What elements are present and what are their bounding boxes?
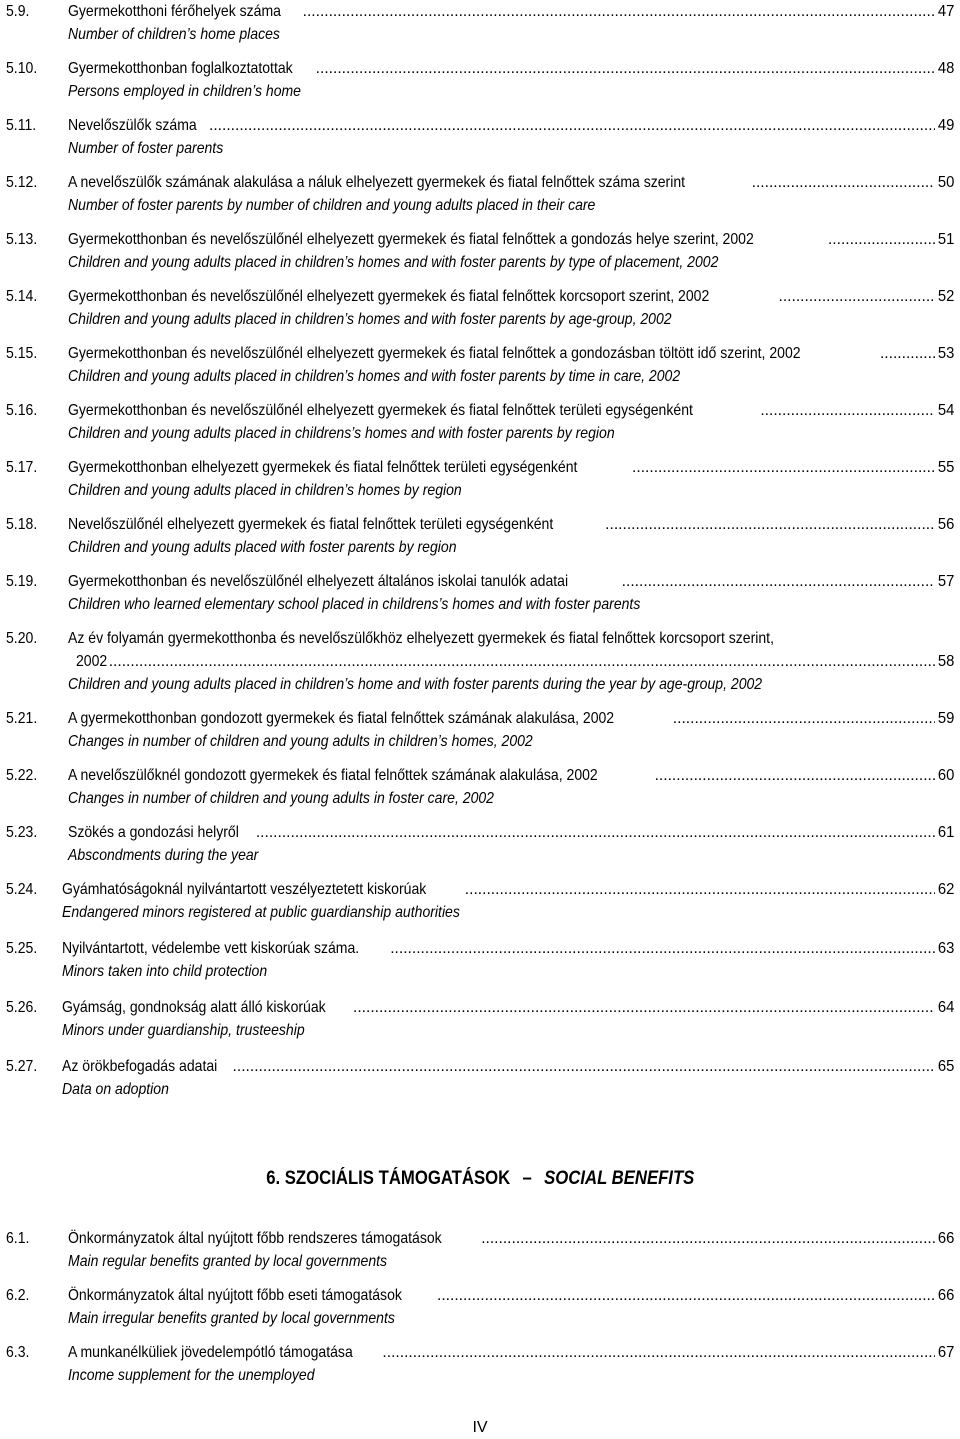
toc-entry-title-en: Number of children’s home places [68, 26, 280, 43]
toc-entry-page: 62 [937, 881, 954, 898]
toc-entry-title-en: Changes in number of children and young adults in foster care, 2002 [68, 790, 494, 807]
toc-entry-title-hu: Gyámhatóságoknál nyilvántartott veszélyeztetett kiskorúak [62, 881, 427, 898]
toc-entry-title-hu: A munkanélküliek jövedelempótló támogatása [68, 1344, 353, 1361]
toc-entry-title-en: Main regular benefits granted by local governments [68, 1253, 388, 1270]
dot-leader [673, 707, 935, 730]
toc-entry-title-en: Children who learned elementary school placed in childrens’s homes and with foster parents [68, 596, 641, 613]
toc-entry-title-en: Abscondments during the year [68, 847, 259, 864]
toc-entry[interactable] [6, 114, 954, 160]
dot-leader [233, 1055, 935, 1078]
page-footer-number: IV [472, 1419, 488, 1436]
toc-entry-number: 5.17. [6, 459, 38, 476]
toc-entry-title-hu: Nevelőszülőnél elhelyezett gyermekek és fiatal felnőttek területi egységenként [68, 516, 554, 533]
toc-entry-page: 59 [937, 710, 954, 727]
dot-leader [353, 996, 935, 1019]
toc-entry-title-hu: Gyermekotthonban és nevelőszülőnél elhelyezett gyermekek és fiatal felnőttek területi egységenként [68, 402, 693, 419]
toc-entry-number: 5.12. [6, 174, 38, 191]
toc-entry[interactable] [6, 456, 954, 502]
toc-entry-title-en: Changes in number of children and young adults in children’s homes, 2002 [68, 733, 533, 750]
toc-entry-title-hu: Gyermekotthonban és nevelőszülőnél elhelyezett gyermekek és fiatal felnőttek korcsoport szerint, 2002 [68, 288, 710, 305]
toc-entry-number: 5.23. [6, 824, 38, 841]
dot-leader [390, 937, 934, 960]
toc-entry-title-en: Main irregular benefits granted by local governments [68, 1310, 395, 1327]
toc-entry[interactable] [6, 1284, 954, 1330]
toc-entry-title-en: Children and young adults placed with foster parents by region [68, 539, 457, 556]
toc-entry-number: 5.27. [6, 1058, 38, 1075]
toc-entry-title-en: Number of foster parents [68, 140, 224, 157]
toc-entry-page: 56 [937, 516, 954, 533]
dot-leader [828, 228, 935, 251]
toc-entry-number: 5.21. [6, 710, 38, 727]
toc-entry-number: 6.1. [6, 1230, 30, 1247]
toc-entry[interactable] [6, 570, 954, 616]
toc-entry-number: 6.2. [6, 1287, 30, 1304]
section-6-heading [0, 1166, 960, 1192]
toc-entry[interactable] [6, 285, 954, 331]
toc-entry-title-en: Minors taken into child protection [62, 963, 268, 980]
toc-entry-number: 5.15. [6, 345, 38, 362]
toc-entry-title-hu: Szökés a gondozási helyről [68, 824, 239, 841]
toc-entry-title-hu: Önkormányzatok által nyújtott főbb rendszeres támogatások [68, 1230, 442, 1247]
toc-entry-title-hu-continued: 2002 [76, 653, 108, 670]
toc-entry[interactable] [6, 171, 954, 217]
toc-entry-page: 61 [937, 824, 954, 841]
toc-entry-title-hu: Gyermekotthoni férőhelyek száma [68, 3, 281, 20]
toc-entry[interactable] [6, 0, 954, 46]
toc-entry-page: 64 [937, 999, 954, 1016]
toc-entry-number: 5.20. [6, 630, 38, 647]
toc-entry-page: 58 [937, 653, 954, 670]
toc-entry-number: 5.19. [6, 573, 38, 590]
toc-entry-title-en: Persons employed in children’s home [68, 83, 302, 100]
section-6-title-en: SOCIAL BENEFITS [543, 1168, 695, 1189]
toc-entry-title-hu: Gyermekotthonban elhelyezett gyermekek és fiatal felnőttek területi egységenként [68, 459, 578, 476]
toc-entry-title-hu: Gyermekotthonban és nevelőszülőnél elhelyezett gyermekek és fiatal felnőttek a gondozásban töltött idő szerint, 2002 [68, 345, 801, 362]
toc-entry[interactable] [6, 821, 954, 867]
dot-leader [382, 1341, 934, 1364]
toc-entry[interactable] [6, 1341, 954, 1387]
toc-entry[interactable] [6, 878, 954, 924]
toc-entry-title-en: Children and young adults placed in children’s homes by region [68, 482, 462, 499]
toc-entry-title-hu: A gyermekotthonban gondozott gyermekek és fiatal felnőttek számának alakulása, 2002 [68, 710, 615, 727]
dot-leader [622, 570, 935, 593]
toc-entry-title-hu: Az év folyamán gyermekotthonba és nevelőszülőkhöz elhelyezett gyermekek és fiatal felnőttek korcsoport szerint, [68, 630, 774, 647]
toc-entry-page: 51 [937, 231, 954, 248]
toc-entry-number: 5.24. [6, 881, 38, 898]
toc-entry-title-en: Children and young adults placed in children’s home and with foster parents during the year by age-group, 2002 [68, 676, 763, 693]
toc-entry[interactable] [6, 937, 954, 983]
toc-entry-number: 5.11. [6, 117, 37, 134]
toc-entry-title-hu: Gyámság, gondnokság alatt álló kiskorúak [62, 999, 326, 1016]
toc-entry-number: 5.18. [6, 516, 38, 533]
toc-entry[interactable] [6, 1227, 954, 1273]
toc-entry-title-en: Children and young adults placed in children’s homes and with foster parents by time in care, 2002 [68, 368, 681, 385]
toc-entry-page: 63 [937, 940, 954, 957]
toc-entry-title-en: Minors under guardianship, trusteeship [62, 1022, 305, 1039]
toc-entry-page: 47 [937, 3, 954, 20]
toc-entry-number: 5.10. [6, 60, 38, 77]
dot-leader [481, 1227, 934, 1250]
toc-entry[interactable] [6, 1055, 954, 1101]
toc-entry[interactable] [6, 57, 954, 103]
dot-leader [655, 764, 935, 787]
section-6-title-hu: 6. SZOCIÁLIS TÁMOGATÁSOK [265, 1168, 510, 1189]
toc-entry-page: 65 [937, 1058, 954, 1075]
dot-leader [605, 513, 934, 536]
dot-leader [316, 57, 935, 80]
toc-entry-title-en: Children and young adults placed in children’s homes and with foster parents by age-group, 2002 [68, 311, 672, 328]
dot-leader [209, 114, 935, 137]
dot-leader [760, 399, 934, 422]
dot-leader [880, 342, 935, 365]
toc-entry-page: 50 [937, 174, 954, 191]
toc-entry-title-hu: A nevelőszülőknél gondozott gyermekek és fiatal felnőttek számának alakulása, 2002 [68, 767, 598, 784]
toc-entry-page: 48 [937, 60, 954, 77]
toc-entry[interactable] [6, 707, 954, 753]
toc-entry-page: 52 [937, 288, 954, 305]
toc-entry-page: 66 [937, 1287, 954, 1304]
dot-leader [465, 878, 935, 901]
toc-entry-title-en: Data on adoption [62, 1081, 169, 1098]
toc-entry-number: 5.9. [6, 3, 30, 20]
toc-entry-title-hu: Gyermekotthonban és nevelőszülőnél elhelyezett gyermekek és fiatal felnőttek a gondozás helye szerint, 2002 [68, 231, 754, 248]
dot-leader [109, 650, 935, 673]
toc-entry-title-en: Children and young adults placed in children’s homes and with foster parents by type of placement, 2002 [68, 254, 719, 271]
toc-entry[interactable] [6, 399, 954, 445]
toc-entry[interactable] [6, 342, 954, 388]
dot-leader [779, 285, 935, 308]
toc-entry[interactable] [6, 513, 954, 559]
dot-leader [632, 456, 935, 479]
toc-entry-title-hu: Nevelőszülők száma [68, 117, 197, 134]
section-6-dash: – [522, 1168, 532, 1189]
toc-entry-page: 53 [937, 345, 954, 362]
toc-entry-page: 60 [937, 767, 954, 784]
dot-leader [303, 0, 935, 23]
toc-entry[interactable] [6, 764, 954, 810]
dot-leader [752, 171, 935, 194]
dot-leader [437, 1284, 935, 1307]
toc-entry-page: 67 [937, 1344, 954, 1361]
toc-entry-title-en: Endangered minors registered at public guardianship authorities [62, 904, 460, 921]
toc-entry-number: 5.14. [6, 288, 38, 305]
toc-entry-number: 5.16. [6, 402, 38, 419]
toc-entry[interactable] [6, 627, 954, 696]
toc-entry-title-hu: A nevelőszülők számának alakulása a náluk elhelyezett gyermekek és fiatal felnőttek száma szerint [68, 174, 686, 191]
toc-entry[interactable] [6, 996, 954, 1042]
toc-entry-title-hu: Nyilvántartott, védelembe vett kiskorúak száma. [62, 940, 360, 957]
toc-entry-title-en: Number of foster parents by number of children and young adults placed in their care [68, 197, 596, 214]
toc-entry-number: 6.3. [6, 1344, 30, 1361]
toc-entry-page: 57 [937, 573, 954, 590]
toc-entry-page: 54 [937, 402, 954, 419]
toc-entry-number: 5.13. [6, 231, 38, 248]
toc-entry-page: 49 [937, 117, 954, 134]
toc-entry-title-hu: Gyermekotthonban foglalkoztatottak [68, 60, 293, 77]
toc-entry-page: 55 [937, 459, 954, 476]
toc-entry-number: 5.26. [6, 999, 38, 1016]
toc-entry-title-en: Income supplement for the unemployed [68, 1367, 315, 1384]
toc-entry-number: 5.22. [6, 767, 38, 784]
toc-entry-title-hu: Az örökbefogadás adatai [62, 1058, 218, 1075]
dot-leader [256, 821, 935, 844]
toc-entry-page: 66 [937, 1230, 954, 1247]
toc-entry-number: 5.25. [6, 940, 38, 957]
toc-entry-title-en: Children and young adults placed in childrens’s homes and with foster parents by region [68, 425, 615, 442]
toc-entry-title-hu: Önkormányzatok által nyújtott főbb eseti támogatások [68, 1287, 402, 1304]
toc-entry-title-hu: Gyermekotthonban és nevelőszülőnél elhelyezett általános iskolai tanulók adatai [68, 573, 569, 590]
toc-entry[interactable] [6, 228, 954, 274]
